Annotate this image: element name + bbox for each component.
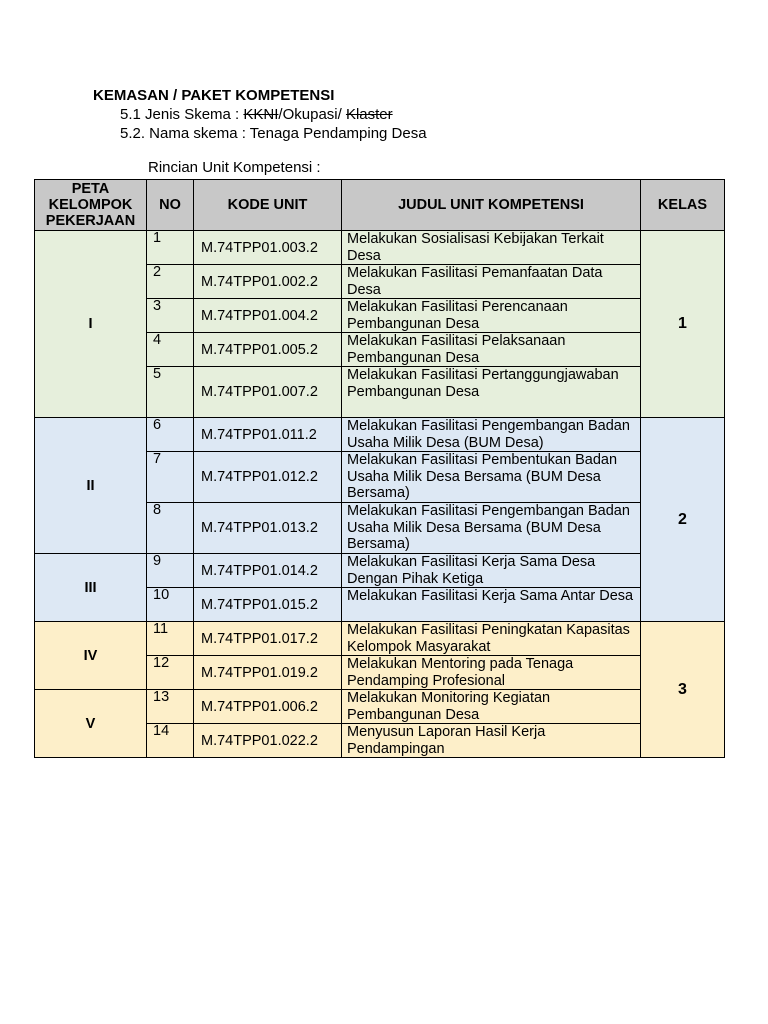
table-header-row xyxy=(35,180,725,231)
table-row xyxy=(35,418,725,452)
group-cell-I: I xyxy=(35,231,147,418)
row-judul: Melakukan Fasilitasi Perencanaan Pembangunan Desa xyxy=(342,299,641,333)
rincian-label: Rincian Unit Kompetensi : xyxy=(148,159,321,176)
nama-skema-line: 5.2. Nama skema : Tenaga Pendamping Desa xyxy=(120,125,427,142)
row-kode: M.74TPP01.005.2 xyxy=(194,333,342,367)
row-judul: Melakukan Sosialisasi Kebijakan Terkait Desa xyxy=(342,231,641,265)
row-kode: M.74TPP01.011.2 xyxy=(194,418,342,452)
row-no: 11 xyxy=(147,622,194,656)
unit-kompetensi-table xyxy=(34,179,725,758)
row-no: 9 xyxy=(147,554,194,588)
table-row xyxy=(35,231,725,265)
group-cell-V: V xyxy=(35,690,147,758)
row-judul: Melakukan Fasilitasi Pengembangan Badan Usaha Milik Desa (BUM Desa) xyxy=(342,418,641,452)
jenis-klaster-struck: Klaster xyxy=(345,106,393,123)
row-kode: M.74TPP01.012.2 xyxy=(194,452,342,503)
document-title: KEMASAN / PAKET KOMPETENSI xyxy=(93,87,335,104)
kelas-cell-1: 1 xyxy=(641,231,725,418)
row-kode: M.74TPP01.017.2 xyxy=(194,622,342,656)
row-kode: M.74TPP01.003.2 xyxy=(194,231,342,265)
row-no: 6 xyxy=(147,418,194,452)
table-row xyxy=(35,690,725,724)
row-judul: Melakukan Fasilitasi Pelaksanaan Pembangunan Desa xyxy=(342,333,641,367)
row-kode: M.74TPP01.019.2 xyxy=(194,656,342,690)
row-judul: Melakukan Monitoring Kegiatan Pembangunan Desa xyxy=(342,690,641,724)
header-peta-kelompok: PETA KELOMPOK PEKERJAAN xyxy=(35,180,147,231)
row-kode: M.74TPP01.006.2 xyxy=(194,690,342,724)
header-kelas: KELAS xyxy=(641,180,725,231)
row-no: 2 xyxy=(147,265,194,299)
row-kode: M.74TPP01.015.2 xyxy=(194,588,342,622)
jenis-skema-label: 5.1 Jenis Skema : xyxy=(120,106,244,123)
row-judul: Melakukan Fasilitasi Pengembangan Badan Usaha Milik Desa Bersama (BUM Desa Bersama) xyxy=(342,503,641,554)
row-judul: Melakukan Fasilitasi Kerja Sama Antar Desa xyxy=(342,588,641,622)
row-no: 14 xyxy=(147,724,194,758)
table-row xyxy=(35,622,725,656)
row-no: 1 xyxy=(147,231,194,265)
kelas-cell-3: 3 xyxy=(641,622,725,758)
row-kode: M.74TPP01.022.2 xyxy=(194,724,342,758)
jenis-skema-line xyxy=(120,106,393,123)
jenis-kkni-struck: KKNI xyxy=(243,106,279,123)
header-judul-unit: JUDUL UNIT KOMPETENSI xyxy=(342,180,641,231)
row-judul: Melakukan Fasilitasi Pemanfaatan Data Desa xyxy=(342,265,641,299)
row-no: 4 xyxy=(147,333,194,367)
row-judul: Melakukan Mentoring pada Tenaga Pendamping Profesional xyxy=(342,656,641,690)
row-kode: M.74TPP01.004.2 xyxy=(194,299,342,333)
row-no: 13 xyxy=(147,690,194,724)
row-no: 12 xyxy=(147,656,194,690)
row-judul: Melakukan Fasilitasi Pertanggungjawaban Pembangunan Desa xyxy=(342,367,641,418)
group-cell-III: III xyxy=(35,554,147,622)
header-kode-unit: KODE UNIT xyxy=(194,180,342,231)
header-no: NO xyxy=(147,180,194,231)
row-no: 7 xyxy=(147,452,194,503)
row-kode: M.74TPP01.014.2 xyxy=(194,554,342,588)
jenis-okupasi: /Okupasi/ xyxy=(278,106,346,123)
group-cell-II: II xyxy=(35,418,147,554)
row-no: 8 xyxy=(147,503,194,554)
row-judul: Melakukan Fasilitasi Pembentukan Badan Usaha Milik Desa Bersama (BUM Desa Bersama) xyxy=(342,452,641,503)
row-no: 5 xyxy=(147,367,194,418)
table-row xyxy=(35,554,725,588)
row-kode: M.74TPP01.013.2 xyxy=(194,503,342,554)
kelas-cell-2: 2 xyxy=(641,418,725,622)
row-judul: Menyusun Laporan Hasil Kerja Pendampingan xyxy=(342,724,641,758)
row-kode: M.74TPP01.002.2 xyxy=(194,265,342,299)
row-kode: M.74TPP01.007.2 xyxy=(194,367,342,418)
row-no: 10 xyxy=(147,588,194,622)
group-cell-IV: IV xyxy=(35,622,147,690)
row-no: 3 xyxy=(147,299,194,333)
row-judul: Melakukan Fasilitasi Peningkatan Kapasitas Kelompok Masyarakat xyxy=(342,622,641,656)
row-judul: Melakukan Fasilitasi Kerja Sama Desa Dengan Pihak Ketiga xyxy=(342,554,641,588)
